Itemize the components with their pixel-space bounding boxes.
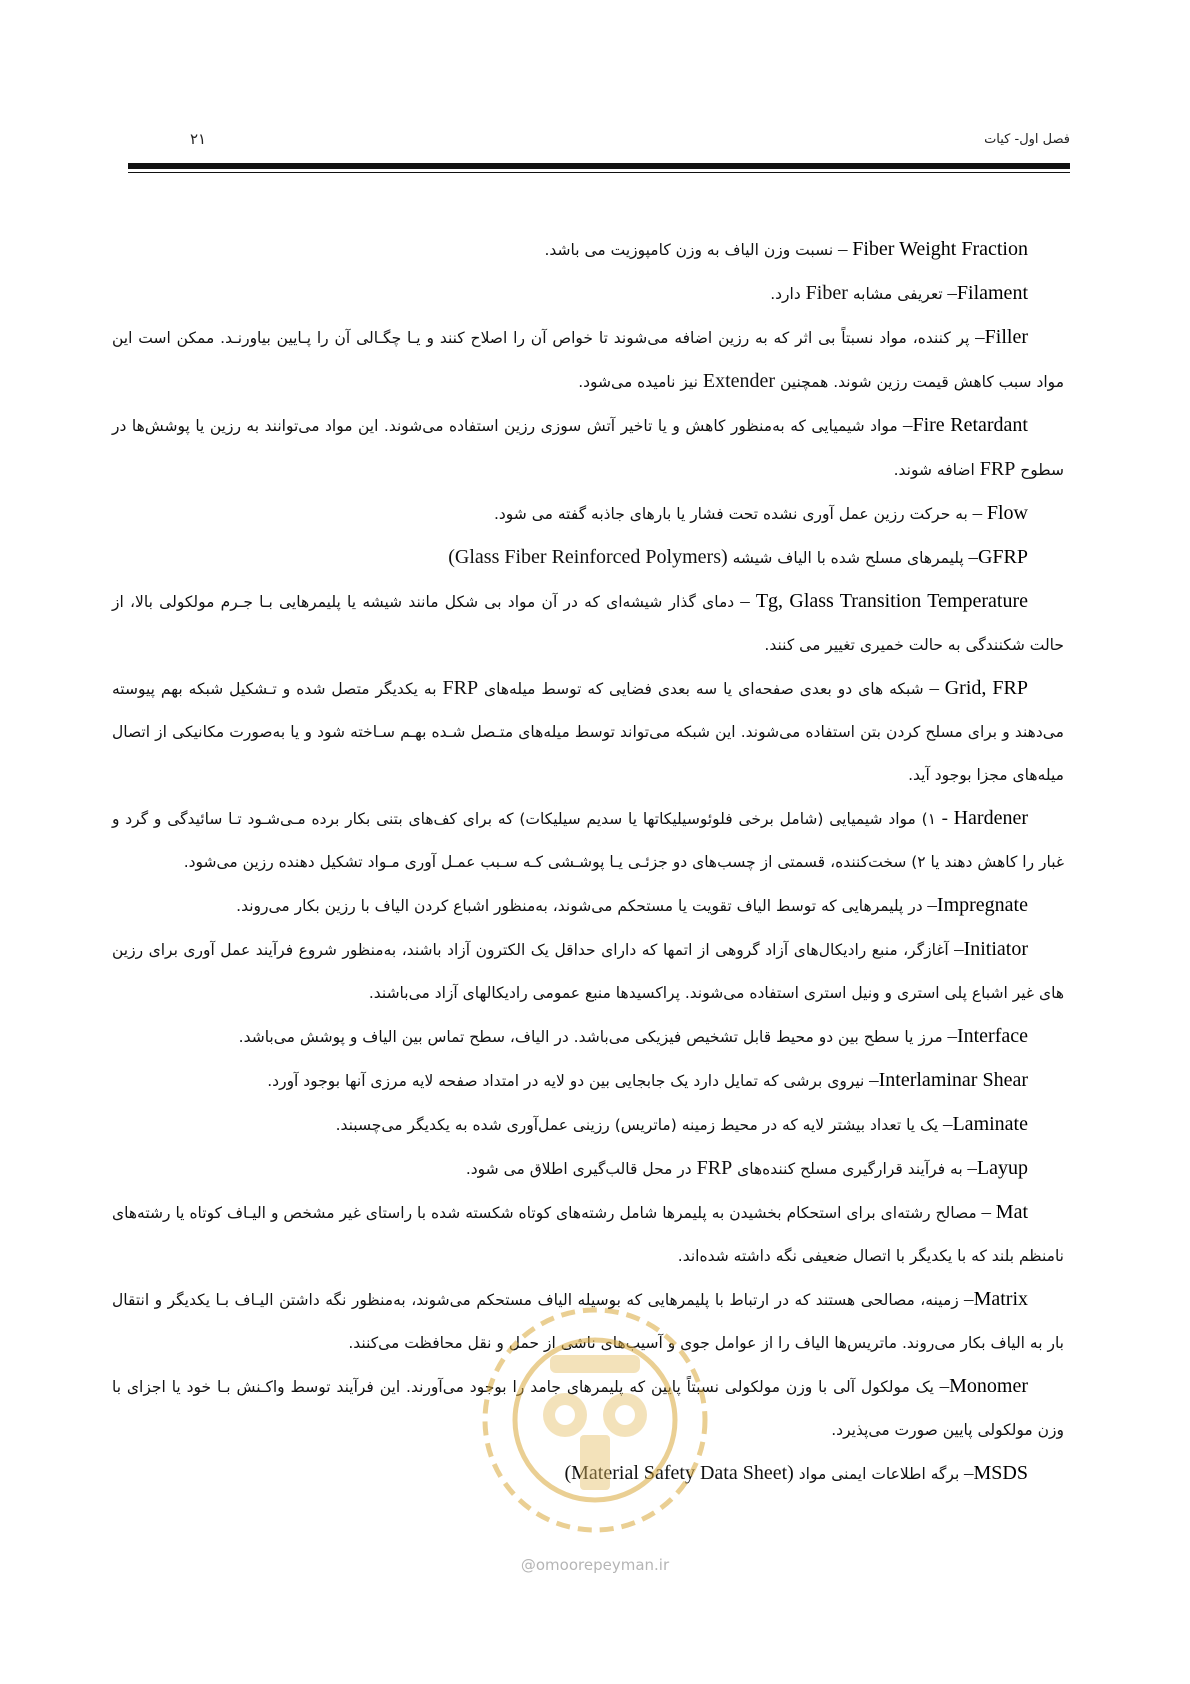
definition-text: در محل قالب‌گیری اطلاق می شود. [465, 1160, 697, 1178]
term-separator: – [976, 1202, 996, 1223]
term-separator: – [938, 1114, 953, 1135]
term-separator: – [942, 283, 957, 304]
definition-text: آغازگر، منبع رادیکال‌های آزاد گروهی از اتمها که دارای حداقل یک الکترون آزاد باشند، به‌منظور شروع فرآیند عمل آوری برای رزین های غیر اشباع پلی استری و ونیل استری استفاده می‌شوند. پراکسیدها منبع عمومی رادیکالهای آزاد می‌باشند. [112, 941, 1064, 1002]
glossary-term: Layup [976, 1157, 1028, 1179]
glossary-entry [112, 404, 1064, 492]
definition-text: اضافه شوند. [893, 461, 980, 479]
glossary-entry [112, 1191, 1064, 1278]
header-rule-thick [128, 163, 1070, 169]
definition-text: مصالح رشته‌ای برای استحکام بخشیدن به پلیمرها شامل رشته‌های کوتاه شکسته شده با راستای غیر مشخص و الیـاف کوتاه یا رشته‌های نامنظم بلند که با یکدیگر با اتصال ضعیفی نگه داشته شده‌اند. [112, 1204, 1064, 1265]
glossary-term: Monomer [949, 1375, 1028, 1397]
term-separator: – [962, 1158, 977, 1179]
glossary-entry [112, 1059, 1064, 1103]
glossary-term: Matrix [973, 1288, 1028, 1310]
definition-text: یک یا تعداد بیشتر لایه که در محیط زمینه (ماتریس) رزینی عمل‌آوری شده به یکدیگر می‌چسبند. [335, 1116, 939, 1134]
term-separator: - [936, 808, 954, 829]
term-separator: – [922, 895, 937, 916]
definition-text: تعریفی مشابه [847, 285, 943, 303]
glossary-entry [112, 1015, 1064, 1059]
glossary-term: Initiator [963, 938, 1029, 960]
glossary-entry [112, 797, 1064, 884]
term-separator: – [963, 547, 978, 568]
definition-text: نسبت وزن الیاف به وزن کامپوزیت می باشد. [544, 241, 834, 259]
glossary-entry [112, 1103, 1064, 1147]
glossary-term: Interface [956, 1025, 1028, 1047]
term-separator: – [734, 591, 756, 612]
inline-english-term: (Glass Fiber Reinforced Polymers) [448, 546, 728, 568]
term-separator: – [833, 239, 853, 260]
term-separator: – [967, 503, 987, 524]
definition-text: مرز یا سطح بین دو محیط قابل تشخیص فیزیکی می‌باشد. در الیاف، سطح تماس بین الیاف و پوشش می‌باشد. [238, 1028, 943, 1046]
term-separator: – [864, 1070, 879, 1091]
glossary-entry [112, 272, 1064, 316]
glossary-entry [112, 884, 1064, 928]
glossary-entry [112, 1365, 1064, 1452]
term-separator: – [958, 1289, 974, 1310]
term-separator: – [942, 1026, 957, 1047]
inline-english-term: Extender [702, 370, 776, 392]
header-rule-thin [128, 172, 1070, 173]
inline-english-term: FRP [979, 458, 1016, 480]
inline-english-term: Fiber [805, 282, 848, 304]
glossary-term: Laminate [952, 1113, 1028, 1135]
glossary-entry [112, 928, 1064, 1015]
glossary-body [112, 228, 1064, 1496]
term-separator: – [933, 1376, 950, 1397]
definition-text: ۱) مواد شیمیایی (شامل برخی فلوئوسیلیکاتها یا سدیم سیلیکات) که برای کف‌های بتنی بکار برده مـی‌شـود تـا سائیدگی و گرد و غبار را کاهش دهند یا ۲) سخت‌کننده، قسمتی از چسب‌های دو جزئـی یـا پوشـشی کـه سـبب عمـل آوری مـواد تشکیل دهنده رزین می‌شود. [112, 810, 1064, 871]
glossary-term: GFRP [977, 546, 1028, 568]
definition-text: به فرآیند قرارگیری مسلح کننده‌های [732, 1160, 963, 1178]
definition-text: در پلیمرهایی که توسط الیاف تقویت یا مستحکم می‌شوند، به‌منظور اشباع کردن الیاف با رزین بکار می‌روند. [236, 897, 923, 915]
glossary-entry [112, 1147, 1064, 1191]
term-separator: – [959, 1463, 974, 1484]
glossary-entry [112, 1452, 1064, 1496]
glossary-entry [112, 492, 1064, 536]
definition-text: نیز نامیده می‌شود. [578, 373, 703, 391]
definition-text: دارد. [770, 285, 806, 303]
glossary-term: Tg, Glass Transition Temperature [755, 590, 1029, 612]
glossary-term: Filament [956, 282, 1028, 304]
definition-text: یک مولکول آلی با وزن مولکولی نسبتاً پایین که پلیمرهای جامد را بوجود می‌آورند. این فرآیند توسط واکـنش بـا خود یا اجزای با وزن مولکولی پایین صورت می‌پذیرد. [112, 1378, 1064, 1439]
definition-text: دمای گذار شیشه‌ای که در آن مواد بی شکل مانند شیشه یا پلیمرهایی بـا جـرم مولکولی بالا، از حالت شکنندگی به حالت خمیری تغییر می کنند. [112, 593, 1064, 654]
watermark-site: @omoorepeyman.ir [520, 1556, 670, 1574]
glossary-term: Filler [984, 326, 1029, 348]
term-separator: – [948, 939, 964, 960]
glossary-entry [112, 228, 1064, 272]
inline-english-term: FRP [442, 677, 479, 699]
glossary-entry [112, 536, 1064, 580]
glossary-term: Flow [986, 502, 1028, 524]
glossary-term: MSDS [973, 1462, 1028, 1484]
definition-text: برگه اطلاعات ایمنی مواد [793, 1465, 960, 1483]
definition-text: پلیمرهای مسلح شده با الیاف شیشه [727, 549, 964, 567]
definition-text: نیروی برشی که تمایل دارد یک جابجایی بین دو لایه در امتداد صفحه لایه مرزی آنها بوجود آورد. [267, 1072, 865, 1090]
definition-text: به یکدیگر متصل شده و تـشکیل شبکه بهم پیوسته می‌دهند و برای مسلح کردن بتن استفاده می‌شوند. این شبکه می‌تواند توسط میله‌های متـصل شـده بهـم سـاخته شود و یا به‌صورت مکانیکی از اتصال میله‌های مجزا بوجود آید. [112, 680, 1064, 784]
glossary-term: Grid, FRP [944, 677, 1029, 699]
inline-english-term: (Material Safety Data Sheet) [564, 1462, 794, 1484]
definition-text: زمینه، مصالحی هستند که در ارتباط با پلیمرهایی که بوسیله الیاف مستحکم می‌شوند، به‌منظور نگه داشتن الیـاف بـا یکدیگر و انتقال بار به الیاف بکار می‌روند. ماتریس‌ها الیاف را از عوامل جوی و آسیب‌های ناشی از حمل و نقل محافظت می‌کنند. [112, 1291, 1064, 1352]
definition-text: به حرکت رزین عمل آوری نشده تحت فشار یا بارهای جاذبه گفته می شود. [493, 505, 968, 523]
definition-text: مواد شیمیایی که به‌منظور کاهش و یا تاخیر آتش سوزی رزین استفاده می‌شوند. این مواد می‌توانند به رزین یا پوشش‌ها در سطوح [112, 417, 1064, 479]
glossary-term: Interlaminar Shear [878, 1069, 1028, 1091]
glossary-entry [112, 667, 1064, 797]
page-number: ۲۱ [190, 130, 207, 148]
glossary-entry [112, 1278, 1064, 1365]
term-separator: – [897, 415, 913, 436]
chapter-title: فصل اول- کیات [984, 132, 1070, 147]
glossary-term: Fire Retardant [912, 414, 1028, 436]
glossary-term: Impregnate [936, 894, 1028, 916]
term-separator: – [923, 678, 945, 699]
term-separator: – [969, 327, 985, 348]
inline-english-term: FRP [696, 1157, 733, 1179]
definition-text: پر کننده، مواد نسبتاً بی اثر که به رزین اضافه می‌شوند تا خواص آن را اصلاح کنند و یـا چگـالی آن را پـایین بیاورنـد. ممکن است این مواد سبب کاهش قیمت رزین شوند. همچنین [112, 329, 1064, 391]
glossary-entry [112, 316, 1064, 404]
glossary-term: Fiber Weight Fraction [852, 238, 1028, 260]
definition-text: شبکه های دو بعدی صفحه‌ای یا سه بعدی فضایی که توسط میله‌های [478, 680, 924, 698]
glossary-term: Mat [995, 1201, 1028, 1223]
glossary-entry [112, 580, 1064, 667]
glossary-term: Hardener [953, 807, 1028, 829]
